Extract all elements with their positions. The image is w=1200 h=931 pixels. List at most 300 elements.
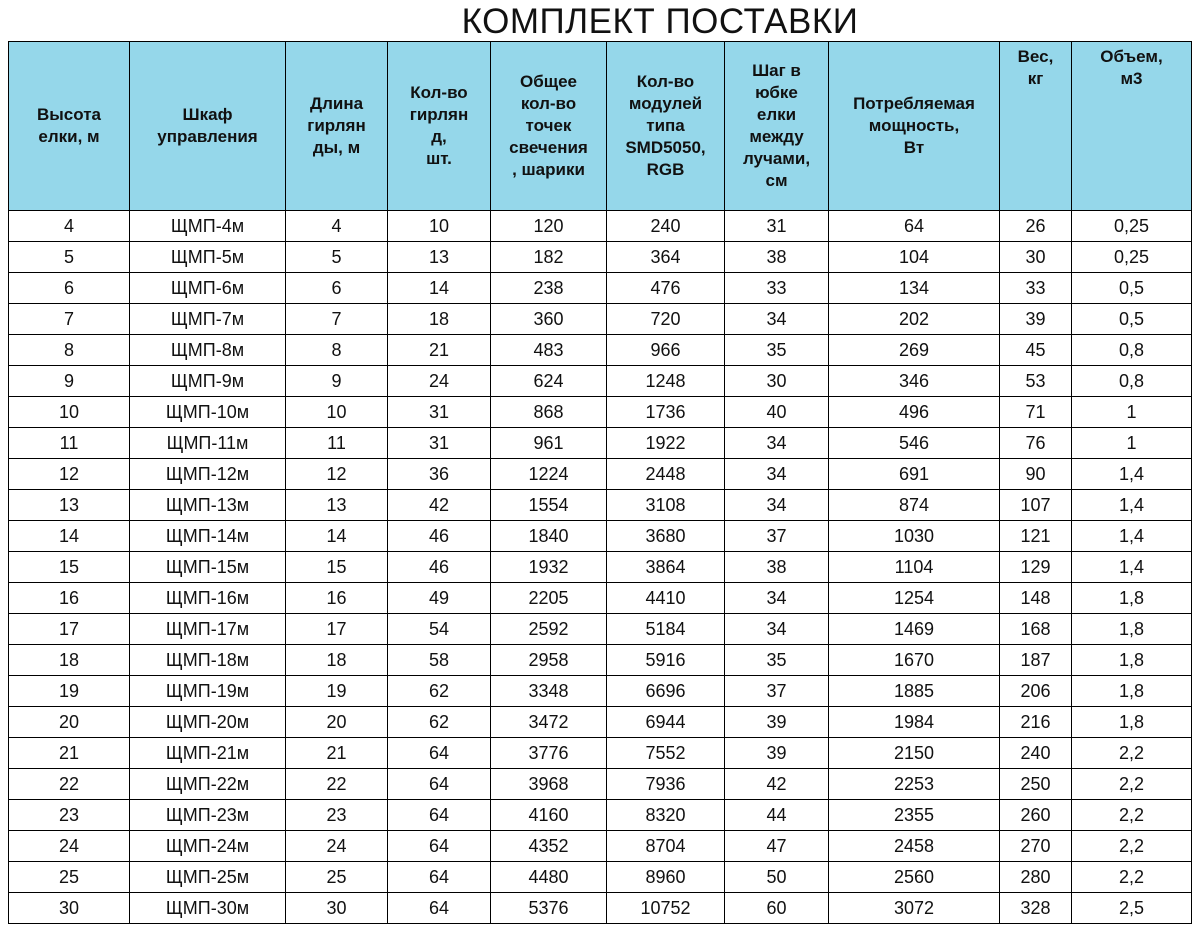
cell-cabinet: ЩМП-20м [130, 707, 286, 738]
cell-power: 2355 [829, 800, 1000, 831]
cell-garland-count: 46 [388, 521, 491, 552]
column-header-line: Кол-во [636, 72, 695, 91]
cell-volume: 1,4 [1072, 552, 1192, 583]
cell-skirt-step: 47 [725, 831, 829, 862]
cell-points-count: 2592 [491, 614, 607, 645]
cell-volume: 0,8 [1072, 335, 1192, 366]
column-header-line: гирлян [409, 105, 469, 124]
cell-points-count: 624 [491, 366, 607, 397]
table-row [9, 614, 1192, 645]
cell-points-count: 2205 [491, 583, 607, 614]
column-header-line: между [749, 127, 804, 146]
cell-points-count: 961 [491, 428, 607, 459]
cell-weight: 76 [1000, 428, 1072, 459]
cell-cabinet: ЩМП-11м [130, 428, 286, 459]
cell-height: 25 [9, 862, 130, 893]
cell-points-count: 1224 [491, 459, 607, 490]
table-row [9, 707, 1192, 738]
cell-garland-length: 6 [286, 273, 388, 304]
column-header-line: шт. [426, 149, 452, 168]
cell-garland-count: 49 [388, 583, 491, 614]
cell-skirt-step: 42 [725, 769, 829, 800]
cell-height: 11 [9, 428, 130, 459]
cell-garland-length: 24 [286, 831, 388, 862]
cell-volume: 0,25 [1072, 211, 1192, 242]
cell-cabinet: ЩМП-19м [130, 676, 286, 707]
cell-cabinet: ЩМП-10м [130, 397, 286, 428]
cell-garland-length: 4 [286, 211, 388, 242]
cell-height: 20 [9, 707, 130, 738]
cell-garland-length: 7 [286, 304, 388, 335]
cell-cabinet: ЩМП-5м [130, 242, 286, 273]
cell-garland-count: 64 [388, 862, 491, 893]
cell-volume: 2,2 [1072, 738, 1192, 769]
cell-skirt-step: 34 [725, 459, 829, 490]
cell-volume: 1 [1072, 428, 1192, 459]
cell-garland-count: 58 [388, 645, 491, 676]
cell-cabinet: ЩМП-22м [130, 769, 286, 800]
page-title: КОМПЛЕКТ ПОСТАВКИ [461, 2, 859, 41]
cell-garland-count: 46 [388, 552, 491, 583]
cell-volume: 1,4 [1072, 521, 1192, 552]
cell-garland-count: 14 [388, 273, 491, 304]
cell-skirt-step: 31 [725, 211, 829, 242]
cell-weight: 206 [1000, 676, 1072, 707]
table-row [9, 800, 1192, 831]
cell-smd-modules: 5184 [607, 614, 725, 645]
cell-smd-modules: 240 [607, 211, 725, 242]
cell-smd-modules: 6944 [607, 707, 725, 738]
cell-smd-modules: 966 [607, 335, 725, 366]
cell-skirt-step: 34 [725, 490, 829, 521]
column-header-line: кол-во [520, 94, 577, 113]
cell-smd-modules: 10752 [607, 893, 725, 924]
column-header-cabinet [130, 42, 286, 211]
cell-skirt-step: 34 [725, 583, 829, 614]
cell-points-count: 182 [491, 242, 607, 273]
cell-cabinet: ЩМП-6м [130, 273, 286, 304]
cell-garland-count: 54 [388, 614, 491, 645]
cell-volume: 0,5 [1072, 273, 1192, 304]
column-header-line: точек [525, 116, 572, 135]
column-header-power [829, 42, 1000, 211]
cell-power: 1670 [829, 645, 1000, 676]
cell-power: 1254 [829, 583, 1000, 614]
column-header-line: Объем, [1100, 47, 1163, 66]
column-header-line: гирлян [307, 116, 366, 135]
column-header-line: Вес, [1017, 47, 1054, 66]
column-header-line: лучами, [742, 149, 811, 168]
column-header-line: RGB [646, 160, 685, 179]
cell-power: 2253 [829, 769, 1000, 800]
cell-volume: 1,8 [1072, 676, 1192, 707]
column-header-garland-count [388, 42, 491, 211]
cell-points-count: 3776 [491, 738, 607, 769]
cell-garland-length: 30 [286, 893, 388, 924]
cell-weight: 148 [1000, 583, 1072, 614]
header-row [9, 42, 1192, 211]
cell-smd-modules: 3680 [607, 521, 725, 552]
cell-smd-modules: 8320 [607, 800, 725, 831]
cell-skirt-step: 33 [725, 273, 829, 304]
cell-points-count: 3348 [491, 676, 607, 707]
column-header-weight [1000, 42, 1072, 211]
cell-height: 18 [9, 645, 130, 676]
cell-power: 546 [829, 428, 1000, 459]
cell-smd-modules: 3108 [607, 490, 725, 521]
cell-smd-modules: 8960 [607, 862, 725, 893]
cell-volume: 2,2 [1072, 769, 1192, 800]
cell-points-count: 4480 [491, 862, 607, 893]
cell-height: 12 [9, 459, 130, 490]
cell-garland-count: 24 [388, 366, 491, 397]
cell-weight: 39 [1000, 304, 1072, 335]
cell-cabinet: ЩМП-15м [130, 552, 286, 583]
cell-weight: 90 [1000, 459, 1072, 490]
cell-power: 202 [829, 304, 1000, 335]
cell-skirt-step: 39 [725, 707, 829, 738]
table-row [9, 490, 1192, 521]
cell-weight: 121 [1000, 521, 1072, 552]
cell-height: 6 [9, 273, 130, 304]
column-header-line: Шаг в [752, 61, 801, 80]
cell-garland-length: 5 [286, 242, 388, 273]
cell-height: 15 [9, 552, 130, 583]
column-header-line: елки, м [38, 127, 100, 146]
table-row [9, 211, 1192, 242]
cell-height: 16 [9, 583, 130, 614]
column-header-line: модулей [628, 94, 703, 113]
column-header-line: свечения [509, 138, 588, 157]
cell-points-count: 1554 [491, 490, 607, 521]
column-header-volume [1072, 42, 1192, 211]
cell-weight: 240 [1000, 738, 1072, 769]
cell-cabinet: ЩМП-30м [130, 893, 286, 924]
cell-garland-length: 14 [286, 521, 388, 552]
cell-cabinet: ЩМП-21м [130, 738, 286, 769]
cell-power: 2560 [829, 862, 1000, 893]
cell-points-count: 2958 [491, 645, 607, 676]
cell-volume: 1,8 [1072, 645, 1192, 676]
cell-garland-count: 64 [388, 769, 491, 800]
cell-garland-length: 12 [286, 459, 388, 490]
column-header-height [9, 42, 130, 211]
cell-garland-count: 21 [388, 335, 491, 366]
cell-skirt-step: 34 [725, 614, 829, 645]
cell-skirt-step: 37 [725, 521, 829, 552]
cell-power: 134 [829, 273, 1000, 304]
cell-points-count: 3968 [491, 769, 607, 800]
table-row [9, 769, 1192, 800]
cell-weight: 129 [1000, 552, 1072, 583]
cell-points-count: 360 [491, 304, 607, 335]
cell-cabinet: ЩМП-12м [130, 459, 286, 490]
cell-skirt-step: 35 [725, 335, 829, 366]
table-row [9, 738, 1192, 769]
table-row [9, 676, 1192, 707]
column-header-line: д, [431, 127, 447, 146]
cell-points-count: 3472 [491, 707, 607, 738]
cell-volume: 1 [1072, 397, 1192, 428]
cell-weight: 107 [1000, 490, 1072, 521]
column-header-line: мощность, [868, 116, 960, 135]
cell-skirt-step: 50 [725, 862, 829, 893]
cell-cabinet: ЩМП-9м [130, 366, 286, 397]
table-row [9, 428, 1192, 459]
cell-cabinet: ЩМП-7м [130, 304, 286, 335]
cell-skirt-step: 60 [725, 893, 829, 924]
cell-points-count: 238 [491, 273, 607, 304]
cell-points-count: 1840 [491, 521, 607, 552]
cell-cabinet: ЩМП-14м [130, 521, 286, 552]
cell-power: 1469 [829, 614, 1000, 645]
delivery-set-table [8, 41, 1192, 924]
cell-volume: 0,25 [1072, 242, 1192, 273]
cell-cabinet: ЩМП-8м [130, 335, 286, 366]
cell-volume: 0,8 [1072, 366, 1192, 397]
cell-garland-count: 10 [388, 211, 491, 242]
cell-height: 5 [9, 242, 130, 273]
column-header-skirt-step [725, 42, 829, 211]
table-body [9, 211, 1192, 924]
cell-skirt-step: 38 [725, 242, 829, 273]
cell-weight: 33 [1000, 273, 1072, 304]
column-header-line: типа [646, 116, 685, 135]
cell-volume: 1,4 [1072, 490, 1192, 521]
cell-weight: 270 [1000, 831, 1072, 862]
table-row [9, 397, 1192, 428]
cell-smd-modules: 1922 [607, 428, 725, 459]
column-header-line: Высота [37, 105, 101, 124]
cell-points-count: 4352 [491, 831, 607, 862]
cell-garland-length: 23 [286, 800, 388, 831]
cell-garland-count: 64 [388, 800, 491, 831]
table-row [9, 335, 1192, 366]
cell-skirt-step: 34 [725, 428, 829, 459]
cell-garland-length: 20 [286, 707, 388, 738]
cell-smd-modules: 8704 [607, 831, 725, 862]
cell-skirt-step: 39 [725, 738, 829, 769]
cell-weight: 30 [1000, 242, 1072, 273]
cell-smd-modules: 476 [607, 273, 725, 304]
table-row [9, 831, 1192, 862]
table-row [9, 366, 1192, 397]
cell-cabinet: ЩМП-18м [130, 645, 286, 676]
cell-power: 2150 [829, 738, 1000, 769]
cell-smd-modules: 7936 [607, 769, 725, 800]
cell-height: 9 [9, 366, 130, 397]
table-header [9, 42, 1192, 211]
cell-weight: 280 [1000, 862, 1072, 893]
column-header-line: Вт [903, 138, 925, 157]
cell-volume: 2,2 [1072, 831, 1192, 862]
cell-garland-count: 31 [388, 397, 491, 428]
column-header-points-count [491, 42, 607, 211]
column-header-garland-length [286, 42, 388, 211]
table-row [9, 459, 1192, 490]
cell-points-count: 120 [491, 211, 607, 242]
cell-height: 30 [9, 893, 130, 924]
cell-weight: 260 [1000, 800, 1072, 831]
cell-garland-length: 25 [286, 862, 388, 893]
cell-height: 13 [9, 490, 130, 521]
cell-garland-length: 22 [286, 769, 388, 800]
cell-weight: 45 [1000, 335, 1072, 366]
cell-garland-count: 31 [388, 428, 491, 459]
cell-cabinet: ЩМП-13м [130, 490, 286, 521]
cell-smd-modules: 720 [607, 304, 725, 335]
cell-smd-modules: 3864 [607, 552, 725, 583]
cell-height: 24 [9, 831, 130, 862]
column-header-line: ды, м [312, 138, 361, 157]
cell-cabinet: ЩМП-25м [130, 862, 286, 893]
cell-garland-count: 64 [388, 738, 491, 769]
cell-garland-length: 19 [286, 676, 388, 707]
column-header-line: SMD5050, [625, 138, 706, 157]
cell-power: 346 [829, 366, 1000, 397]
column-header-line: Длина [309, 94, 364, 113]
table-row [9, 242, 1192, 273]
table-row [9, 583, 1192, 614]
table-row [9, 552, 1192, 583]
cell-smd-modules: 5916 [607, 645, 725, 676]
cell-height: 22 [9, 769, 130, 800]
cell-points-count: 1932 [491, 552, 607, 583]
cell-garland-length: 16 [286, 583, 388, 614]
column-header-line: управления [157, 127, 258, 146]
cell-power: 874 [829, 490, 1000, 521]
cell-height: 7 [9, 304, 130, 335]
cell-smd-modules: 7552 [607, 738, 725, 769]
column-header-line: м3 [1120, 69, 1143, 88]
cell-skirt-step: 40 [725, 397, 829, 428]
cell-weight: 328 [1000, 893, 1072, 924]
cell-garland-length: 18 [286, 645, 388, 676]
cell-cabinet: ЩМП-4м [130, 211, 286, 242]
cell-smd-modules: 4410 [607, 583, 725, 614]
cell-height: 8 [9, 335, 130, 366]
cell-skirt-step: 44 [725, 800, 829, 831]
cell-power: 104 [829, 242, 1000, 273]
column-header-line: Кол-во [410, 83, 468, 102]
cell-points-count: 868 [491, 397, 607, 428]
cell-power: 496 [829, 397, 1000, 428]
table-row [9, 893, 1192, 924]
cell-height: 4 [9, 211, 130, 242]
cell-weight: 250 [1000, 769, 1072, 800]
cell-points-count: 483 [491, 335, 607, 366]
cell-cabinet: ЩМП-17м [130, 614, 286, 645]
table-row [9, 304, 1192, 335]
cell-garland-count: 18 [388, 304, 491, 335]
cell-points-count: 5376 [491, 893, 607, 924]
column-header-line: Потребляемая [853, 94, 975, 113]
cell-power: 269 [829, 335, 1000, 366]
cell-garland-count: 64 [388, 831, 491, 862]
cell-garland-length: 11 [286, 428, 388, 459]
cell-skirt-step: 37 [725, 676, 829, 707]
cell-volume: 1,8 [1072, 583, 1192, 614]
column-header-line: Общее [520, 72, 577, 91]
cell-garland-length: 21 [286, 738, 388, 769]
cell-power: 1984 [829, 707, 1000, 738]
cell-power: 1885 [829, 676, 1000, 707]
cell-weight: 168 [1000, 614, 1072, 645]
table-row [9, 273, 1192, 304]
column-header-line: Шкаф [182, 105, 233, 124]
column-header-smd-modules [607, 42, 725, 211]
cell-skirt-step: 38 [725, 552, 829, 583]
cell-volume: 1,8 [1072, 707, 1192, 738]
cell-garland-count: 36 [388, 459, 491, 490]
cell-height: 19 [9, 676, 130, 707]
column-header-line: елки [756, 105, 797, 124]
cell-smd-modules: 1736 [607, 397, 725, 428]
cell-power: 1104 [829, 552, 1000, 583]
table-row [9, 521, 1192, 552]
cell-volume: 0,5 [1072, 304, 1192, 335]
cell-garland-length: 9 [286, 366, 388, 397]
cell-smd-modules: 6696 [607, 676, 725, 707]
cell-height: 21 [9, 738, 130, 769]
column-header-line: кг [1027, 69, 1044, 88]
cell-power: 1030 [829, 521, 1000, 552]
column-header-line: , шарики [512, 160, 585, 179]
cell-garland-count: 62 [388, 707, 491, 738]
cell-weight: 26 [1000, 211, 1072, 242]
cell-cabinet: ЩМП-23м [130, 800, 286, 831]
cell-garland-length: 17 [286, 614, 388, 645]
cell-cabinet: ЩМП-16м [130, 583, 286, 614]
cell-garland-length: 15 [286, 552, 388, 583]
cell-volume: 2,2 [1072, 800, 1192, 831]
cell-smd-modules: 364 [607, 242, 725, 273]
column-header-line: см [765, 171, 788, 190]
cell-skirt-step: 35 [725, 645, 829, 676]
cell-volume: 1,4 [1072, 459, 1192, 490]
cell-garland-length: 13 [286, 490, 388, 521]
cell-smd-modules: 1248 [607, 366, 725, 397]
cell-weight: 71 [1000, 397, 1072, 428]
cell-power: 691 [829, 459, 1000, 490]
cell-height: 17 [9, 614, 130, 645]
cell-garland-count: 62 [388, 676, 491, 707]
cell-skirt-step: 34 [725, 304, 829, 335]
cell-weight: 216 [1000, 707, 1072, 738]
table-row [9, 645, 1192, 676]
cell-power: 64 [829, 211, 1000, 242]
cell-power: 2458 [829, 831, 1000, 862]
cell-volume: 1,8 [1072, 614, 1192, 645]
cell-volume: 2,5 [1072, 893, 1192, 924]
cell-height: 10 [9, 397, 130, 428]
cell-garland-count: 13 [388, 242, 491, 273]
cell-garland-length: 8 [286, 335, 388, 366]
cell-smd-modules: 2448 [607, 459, 725, 490]
table-row [9, 862, 1192, 893]
column-header-line: юбке [755, 83, 798, 102]
cell-weight: 187 [1000, 645, 1072, 676]
cell-weight: 53 [1000, 366, 1072, 397]
cell-height: 23 [9, 800, 130, 831]
cell-garland-length: 10 [286, 397, 388, 428]
cell-garland-count: 42 [388, 490, 491, 521]
cell-points-count: 4160 [491, 800, 607, 831]
cell-cabinet: ЩМП-24м [130, 831, 286, 862]
cell-volume: 2,2 [1072, 862, 1192, 893]
cell-power: 3072 [829, 893, 1000, 924]
cell-garland-count: 64 [388, 893, 491, 924]
